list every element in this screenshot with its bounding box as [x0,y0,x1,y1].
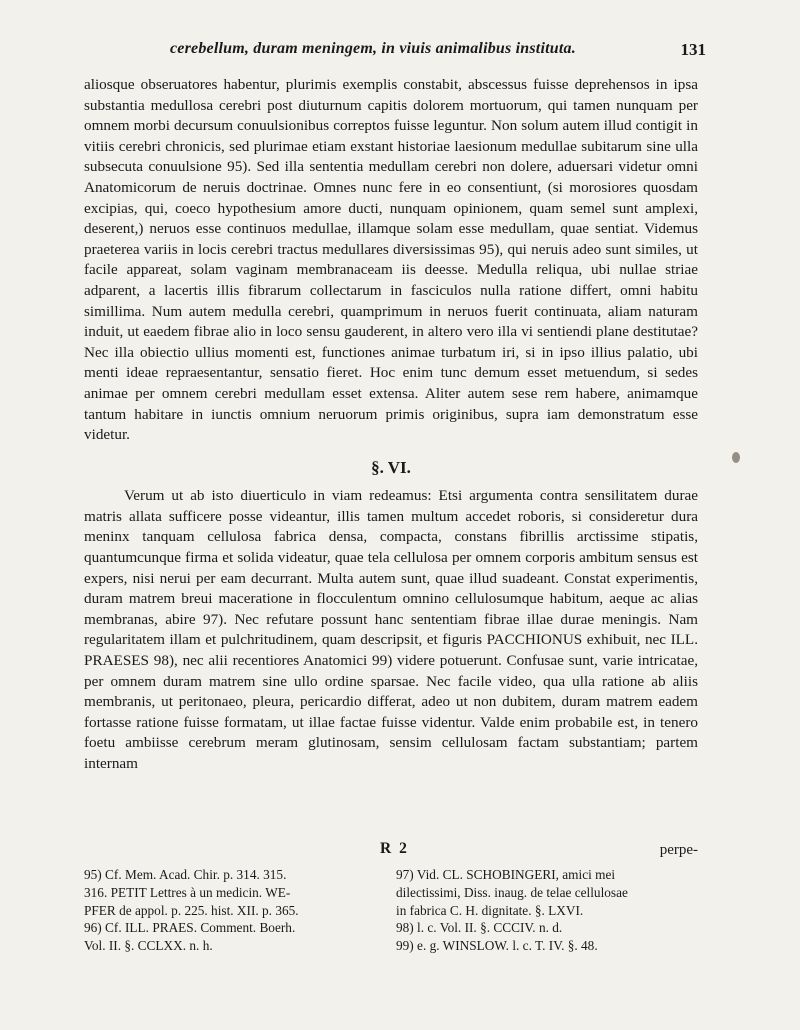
footnotes-right-column [396,866,701,955]
footnote-line: 96) Cf. ILL. PRAES. Comment. Boerh. [84,920,296,936]
footnote-line: PFER de appol. p. 225. hist. XII. p. 365. [84,902,299,918]
section-heading: §. VI. [371,457,411,477]
footnote-line: 95) Cf. Mem. Acad. Chir. p. 314. 315. [84,867,287,882]
main-text [84,75,698,775]
signature-line [84,838,698,860]
footnote-line: in fabrica C. H. dignitate. §. LXVI. [396,902,584,918]
footnote-line: 98) l. c. Vol. II. §. CCCIV. n. d. [396,920,563,936]
paragraph-1: aliosque obseruatores habentur, plurimis exemplis constabit, abscessus fuisse deprehensos in ipsa substantia medullosa cerebri post diuturnum capitis dolorem mortuorum, qui tamen nunquam per omnem morbi decursum conuulsionibus correptos fuisse leguntur. Non solum autem illud contigit in vitiis cerebri chronicis, sed plurimae etiam exstant historiae laesionum medullae subitarum sine ulla subsecuta conuulsione 95). Sed illa sententia medullam cerebri non dolere, aduersari videtur omni Anatomicorum de neruis doctrinae. Omnes nunc fere in eo consentiunt, (si morosiores quosdam excipias, qui, coeco hypothesium amore ducti, nunquam opinionem, quam semel sunt amplexi, deserent,) neruos esse continuos medullae, illamque solam esse medullam, quae sentiat. Videmus praeterea variis in locis cerebri tractus medullares diversissimas 95), qui neruis adeo sunt similes, ut facile appareat, solam vaginam membranaceam iis deesse. Medulla reliqua, ubi nullae striae adparent, a lacertis illis fibrarum collectarum in fasciculos nulla ratione differt, omni habitu simillima. Num autem medulla cerebri, quamprimum in neruos fuerit continuata, aliam naturam induit, ut eaedem fibrae alio in loco sensu gauderent, in altero vero illa vi sentiendi plane destitutae? Nec illa obiectio ullius momenti est, functiones animae turbatum iri, si in ipso illius palatio, ubi menti ideae repraesentantur, sensatio fieret. Hoc enim tunc demum esset metuendum, si sedes animae per omnem cerebri medullam esset extensa. Aliter autem sese rem habere, animamque tantum habitare in iunctis omnium neruorum primis originibus, supra iam demonstratum esse videtur. [84,76,698,444]
footnote-line: 97) Vid. CL. SCHOBINGERI, amici mei [396,867,616,882]
footnote-line: 99) e. g. WINSLOW. l. c. T. IV. §. 48. [396,938,598,954]
running-title: cerebellum, duram meningem, in viuis animalibus instituta. [170,40,576,57]
running-head [100,38,706,64]
footnote-line: Vol. II. §. CCLXX. n. h. [84,938,213,954]
footnote-line: 316. PETIT Lettres à un medicin. WE- [84,884,291,900]
footnote-line: dilectissimi, Diss. inaug. de telae cellulosae [396,884,628,900]
paragraph-2: Verum ut ab isto diuerticulo in viam redeamus: Etsi argumenta contra sensilitatem durae matris allata sufficere posse videantur, illis tamen multum accedet roboris, si consideretur dura meninx tanquam cellulosa fabrica densa, compacta, constans fibrillis arctissime stipatis, quantumcunque firma et solida videatur, quae tela cellulosa per omnem corporis ambitum sensus est expers, nisi nerui per eam decurrant. Multa autem sunt, quae illud suadeant. Constat experimentis, duram matrem breui maceratione in flocculentum omnino cellulosumque habitum, aeque ac alias membranas, abire 97). Nec refutare possunt hanc sententiam fibrae illae durae meningis. Nam regularitatem illam et pulchritudinem, quam descripsit, et figuris PACCHIONUS exhibuit, nec ILL. PRAESES 98), nec alii recentiores Anatomici 99) videre potuerunt. Confusae sunt, varie intricatae, per omnem duram matrem sine ullo ordine sparsae. Nec facile video, qua ulla ratione ab aliis membranis, ut peritonaeo, pleura, pericardio differat, adeo ut non dubitem, duram matrem eadem fortasse ratione fuisse formatam, ut illae factae fuisse videntur. Valde enim probabile est, in tenero foetu ambiisse cerebrum meram glutinosam, sensim cellulosam factam substantiam; partem internam [84,487,698,772]
page-number: 131 [680,40,706,59]
signature-mark: R 2 [380,840,409,857]
catchword: perpe- [659,842,698,858]
ink-stain [732,452,740,463]
footnotes-left-column [84,866,384,955]
